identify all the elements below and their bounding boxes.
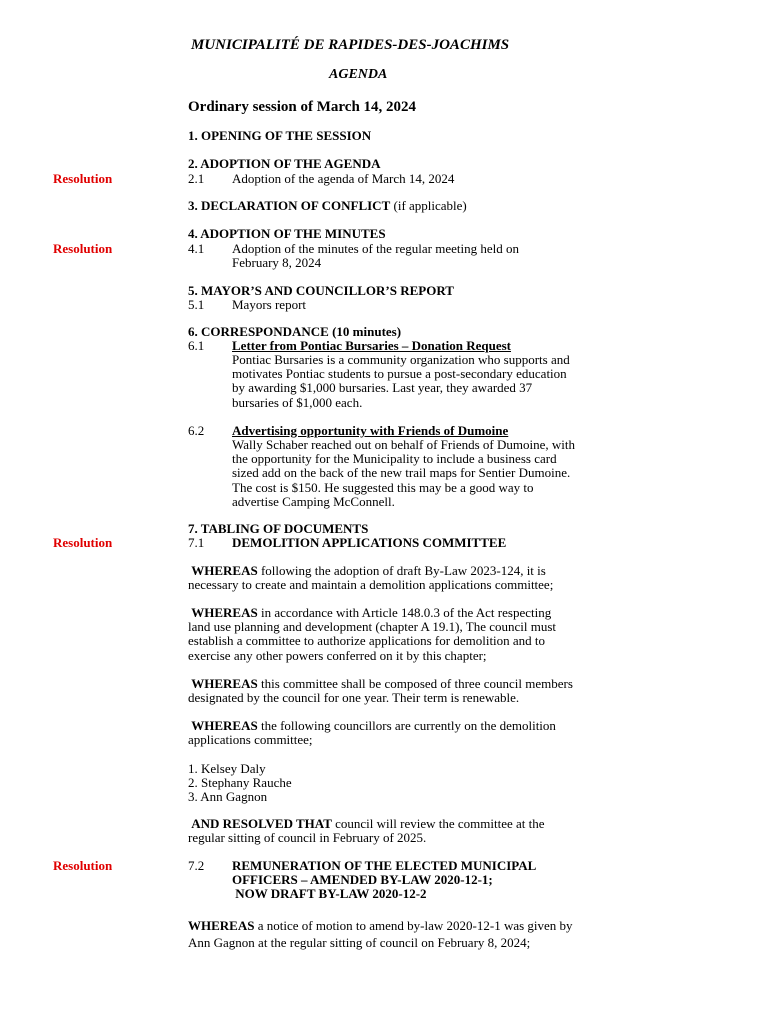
- title-line: NOW DRAFT BY-LAW 2020-12-2: [232, 886, 427, 902]
- item-7-1-title: DEMOLITION APPLICATIONS COMMITTEE: [232, 535, 507, 550]
- list-item: 1. Kelsey Daly: [188, 761, 266, 776]
- body-line: by awarding $1,000 bursaries. Last year, they awarded 37: [232, 380, 533, 396]
- body-line: bursaries of $1,000 each.: [232, 394, 363, 410]
- body-line: Wally Schaber reached out on behalf of Friends of Dumoine, with: [232, 437, 575, 452]
- resolved-keyword: AND RESOLVED THAT: [191, 816, 332, 831]
- body-line: the opportunity for the Municipality to include a business card: [232, 451, 557, 467]
- item-4-1-text: February 8, 2024: [232, 255, 322, 270]
- body-line: [188, 719, 556, 733]
- whereas-5: [188, 917, 573, 951]
- section-5-title: 5. MAYOR’S AND COUNCILLOR’S REPORT: [188, 283, 454, 298]
- body-line: establish a committee to authorize applications for demolition and to: [188, 633, 546, 649]
- body-text: in accordance with Article 148.0.3 of the Act respecting: [257, 605, 552, 620]
- body-text: this committee shall be composed of three council members: [257, 676, 573, 691]
- whereas-keyword: WHEREAS: [191, 676, 258, 691]
- body-line: [188, 677, 573, 691]
- body-text: council will review the committee at the: [331, 816, 545, 831]
- body-line: land use planning and development (chapter A 19.1), The council must: [188, 619, 557, 635]
- item-4-1-text: Adoption of the minutes of the regular meeting held on: [232, 241, 520, 256]
- section-1-title: 1. OPENING OF THE SESSION: [188, 128, 372, 143]
- body-line: Ann Gagnon at the regular sitting of council on February 8, 2024;: [188, 935, 531, 950]
- section-2-title: 2. ADOPTION OF THE AGENDA: [188, 156, 381, 171]
- item-6-1-number: 6.1: [188, 338, 205, 353]
- whereas-3: [188, 677, 573, 705]
- body-line: motivates Pontiac students to pursue a post-secondary education: [232, 366, 567, 382]
- body-line: applications committee;: [188, 732, 313, 748]
- body-line: The cost is $150. He suggested this may be a good way to: [232, 479, 534, 495]
- item-6-1-body: [232, 353, 570, 410]
- item-6-2-body: [232, 438, 575, 509]
- section-7-title: 7. TABLING OF DOCUMENTS: [188, 521, 369, 536]
- list-item: 2. Stephany Rauche: [188, 775, 292, 791]
- item-4-1-number: 4.1: [188, 241, 205, 256]
- whereas-keyword: WHEREAS: [188, 918, 255, 933]
- item-7-2-number: 7.2: [188, 858, 205, 873]
- resolution-label: Resolution: [53, 535, 113, 550]
- whereas-keyword: WHEREAS: [191, 605, 258, 620]
- body-line: designated by the council for one year. Their term is renewable.: [188, 690, 520, 706]
- title-line: REMUNERATION OF THE ELECTED MUNICIPAL: [232, 858, 537, 873]
- whereas-keyword: WHEREAS: [191, 563, 258, 578]
- resolution-label: Resolution: [53, 858, 113, 873]
- body-line: regular sitting of council in February of 2025.: [188, 830, 427, 846]
- section-6-title: 6. CORRESPONDANCE (10 minutes): [188, 324, 402, 339]
- body-text: following the adoption of draft By-Law 2023-124, it is: [257, 563, 546, 578]
- body-line: Pontiac Bursaries is a community organization who supports and: [232, 352, 570, 367]
- item-5-1-text: Mayors report: [232, 297, 307, 312]
- section-4-title: 4. ADOPTION OF THE MINUTES: [188, 226, 386, 241]
- body-line: [188, 606, 556, 620]
- resolution-label: Resolution: [53, 241, 113, 256]
- resolution-label: Resolution: [53, 171, 113, 186]
- committee-members-list: [188, 762, 292, 805]
- item-6-1-title: Letter from Pontiac Bursaries – Donation Request: [232, 338, 511, 353]
- resolved-clause: [188, 817, 545, 845]
- body-text: a notice of motion to amend by-law 2020-12-1 was given by: [254, 918, 573, 933]
- body-line: [188, 817, 545, 831]
- whereas-keyword: WHEREAS: [191, 718, 258, 733]
- title-line: OFFICERS – AMENDED BY-LAW 2020-12-1;: [232, 872, 493, 888]
- body-line: advertise Camping McConnell.: [232, 493, 395, 509]
- whereas-4: [188, 719, 556, 747]
- body-line: exercise any other powers conferred on it by this chapter;: [188, 647, 487, 663]
- list-item: 3. Ann Gagnon: [188, 789, 268, 805]
- section-3-note: (if applicable): [390, 198, 467, 213]
- agenda-title: AGENDA: [329, 67, 388, 82]
- section-3-title-line: [188, 199, 467, 213]
- body-line: [188, 564, 553, 578]
- body-line: necessary to create and maintain a demolition applications committee;: [188, 577, 554, 593]
- item-7-1-number: 7.1: [188, 535, 205, 550]
- section-3-title: 3. DECLARATION OF CONFLICT: [188, 198, 391, 213]
- whereas-2: [188, 606, 556, 663]
- body-line: sized add on the back of the new trail maps for Sentier Dumoine.: [232, 465, 571, 481]
- item-2-1-text: Adoption of the agenda of March 14, 2024: [232, 171, 455, 186]
- item-5-1-number: 5.1: [188, 297, 205, 312]
- item-6-2-number: 6.2: [188, 423, 205, 438]
- item-7-2-title: [232, 859, 536, 902]
- body-line: [188, 917, 573, 934]
- whereas-1: [188, 564, 553, 592]
- body-text: the following councillors are currently on the demolition: [257, 718, 556, 733]
- municipality-title: MUNICIPALITÉ DE RAPIDES-DES-JOACHIMS: [191, 37, 510, 53]
- session-title: Ordinary session of March 14, 2024: [188, 99, 417, 115]
- item-2-1-number: 2.1: [188, 171, 205, 186]
- item-6-2-title: Advertising opportunity with Friends of Dumoine: [232, 423, 509, 438]
